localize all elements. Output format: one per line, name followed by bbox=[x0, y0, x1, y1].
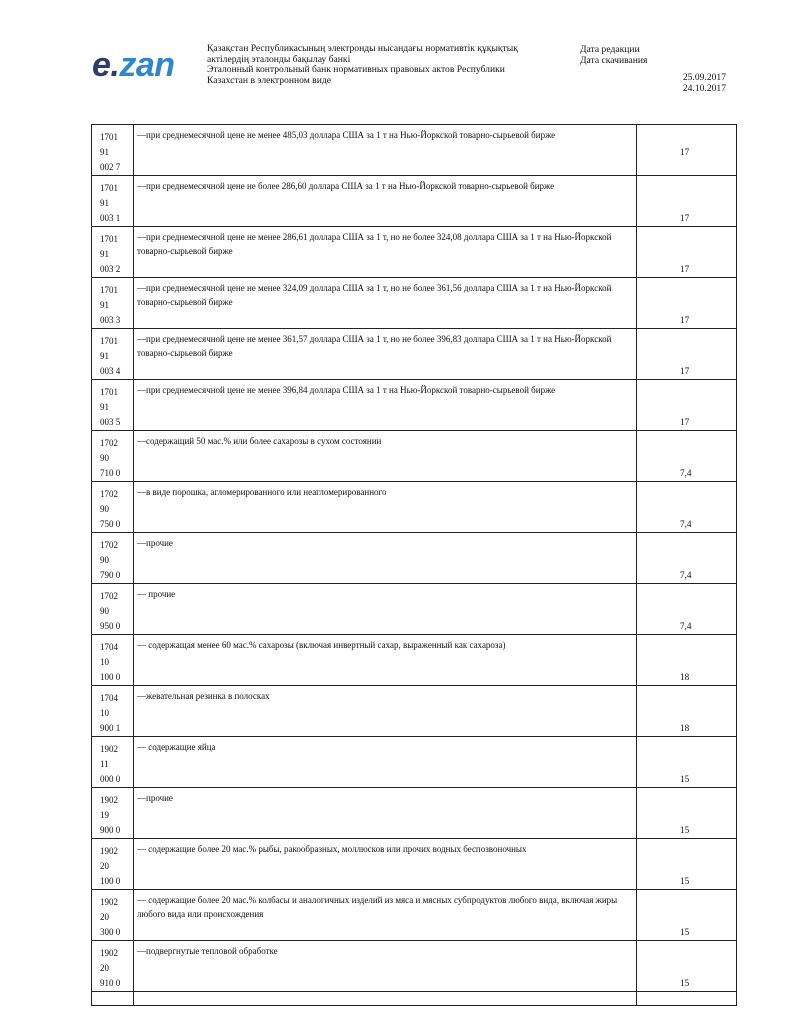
description-cell bbox=[134, 431, 637, 482]
code-cell bbox=[92, 533, 134, 584]
code-cell bbox=[92, 839, 134, 890]
duty-rate: 7,4 bbox=[680, 519, 692, 529]
description-cell bbox=[134, 329, 637, 380]
code-part: 1702 bbox=[100, 540, 118, 550]
table-row bbox=[92, 125, 737, 176]
tnved-code bbox=[92, 380, 133, 430]
code-part: 1701 bbox=[100, 132, 118, 142]
description-cell bbox=[134, 380, 637, 431]
code-part: 90 bbox=[100, 555, 109, 565]
duty-rate: 17 bbox=[680, 213, 690, 223]
table-row bbox=[92, 737, 737, 788]
goods-description: — содержащая менее 60 мас.% сахарозы (включая инвертный сахар, выраженный как сахароза) bbox=[137, 640, 506, 650]
label-download-date: Дата скачивания bbox=[580, 55, 648, 66]
goods-description: —при среднемесячной цене не менее 286,61 доллара США за 1 т, но не более 324,08 доллара США за 1 т на Нью-Йоркской товарно-сырьевой бирже bbox=[137, 232, 612, 256]
code-cell bbox=[92, 788, 134, 839]
code-part: 90 bbox=[100, 453, 109, 463]
code-part: 000 0 bbox=[100, 774, 121, 784]
duty-rate: 15 bbox=[680, 825, 690, 835]
code-part: 1701 bbox=[100, 336, 118, 346]
code-part: 1902 bbox=[100, 948, 118, 958]
tnved-code bbox=[92, 431, 133, 481]
goods-description: —в виде порошка, агломерированного или неагломерированного bbox=[137, 487, 387, 497]
goods-description: —подвергнутые тепловой обработке bbox=[137, 946, 278, 956]
duty-rate: 7,4 bbox=[680, 621, 692, 631]
rate-cell bbox=[637, 482, 737, 533]
code-part: 900 1 bbox=[100, 723, 121, 733]
description-cell bbox=[134, 941, 637, 992]
description-cell bbox=[134, 125, 637, 176]
tnved-code bbox=[92, 278, 133, 328]
tariff-table-body bbox=[92, 125, 737, 1006]
goods-description: —жевательная резинка в полосках bbox=[137, 691, 270, 701]
logo-part-zan: zan bbox=[119, 46, 175, 84]
code-part: 950 0 bbox=[100, 621, 121, 631]
code-part: 1701 bbox=[100, 234, 118, 244]
tnved-code bbox=[92, 227, 133, 277]
duty-rate: 7,4 bbox=[680, 468, 692, 478]
table-row bbox=[92, 227, 737, 278]
table-row bbox=[92, 788, 737, 839]
duty-rate: 15 bbox=[680, 774, 690, 784]
table-row bbox=[92, 380, 737, 431]
description-cell bbox=[134, 686, 637, 737]
header-date-values bbox=[660, 73, 726, 94]
goods-description: —при среднемесячной цене не менее 361,57 доллара США за 1 т, но не более 396,83 доллара США за 1 т на Нью-Йоркской товарно-сырьевой бирже bbox=[137, 334, 612, 358]
table-row bbox=[92, 176, 737, 227]
duty-rate: 18 bbox=[680, 723, 690, 733]
duty-rate: 18 bbox=[680, 672, 690, 682]
duty-rate: 17 bbox=[680, 147, 690, 157]
rate-cell bbox=[637, 839, 737, 890]
duty-rate: 15 bbox=[680, 876, 690, 886]
description-cell bbox=[134, 278, 637, 329]
code-cell bbox=[92, 431, 134, 482]
code-part: 1902 bbox=[100, 897, 118, 907]
goods-description: —прочие bbox=[137, 793, 173, 803]
rate-cell bbox=[637, 584, 737, 635]
goods-description: —при среднемесячной цене не менее 485,03 доллара США за 1 т на Нью-Йоркской товарно-сырьевой бирже bbox=[137, 130, 556, 140]
description-cell bbox=[134, 839, 637, 890]
rate-cell bbox=[637, 329, 737, 380]
rate-cell bbox=[637, 278, 737, 329]
empty-table-row bbox=[92, 992, 737, 1006]
code-cell bbox=[92, 125, 134, 176]
goods-description: —прочие bbox=[137, 538, 173, 548]
code-part: 1701 bbox=[100, 285, 118, 295]
code-cell bbox=[92, 278, 134, 329]
description-cell bbox=[134, 176, 637, 227]
code-part: 910 0 bbox=[100, 978, 121, 988]
code-cell bbox=[92, 176, 134, 227]
tnved-code bbox=[92, 176, 133, 226]
duty-rate: 17 bbox=[680, 315, 690, 325]
description-cell bbox=[134, 788, 637, 839]
code-part: 91 bbox=[100, 147, 109, 157]
code-part: 91 bbox=[100, 402, 109, 412]
empty-cell bbox=[637, 992, 737, 1006]
rate-cell bbox=[637, 941, 737, 992]
code-part: 003 5 bbox=[100, 417, 121, 427]
duty-rate: 15 bbox=[680, 927, 690, 937]
tnved-code bbox=[92, 329, 133, 379]
duty-rate: 15 bbox=[680, 978, 690, 988]
code-cell bbox=[92, 584, 134, 635]
table-row bbox=[92, 635, 737, 686]
code-part: 1702 bbox=[100, 489, 118, 499]
code-part: 1704 bbox=[100, 693, 118, 703]
code-cell bbox=[92, 686, 134, 737]
code-part: 003 1 bbox=[100, 213, 121, 223]
goods-description: — содержащие яйца bbox=[137, 742, 216, 752]
code-part: 1701 bbox=[100, 183, 118, 193]
tnved-code bbox=[92, 482, 133, 532]
code-part: 1702 bbox=[100, 438, 118, 448]
goods-description: —при среднемесячной цене не менее 396,84 доллара США за 1 т на Нью-Йоркской товарно-сырьевой бирже bbox=[137, 385, 556, 395]
duty-rate: 17 bbox=[680, 366, 690, 376]
description-cell bbox=[134, 533, 637, 584]
empty-cell bbox=[134, 992, 637, 1006]
tnved-code bbox=[92, 635, 133, 685]
code-cell bbox=[92, 380, 134, 431]
rate-cell bbox=[637, 788, 737, 839]
code-part: 003 4 bbox=[100, 366, 121, 376]
rate-cell bbox=[637, 635, 737, 686]
code-part: 10 bbox=[100, 657, 109, 667]
tnved-code bbox=[92, 125, 133, 175]
code-part: 003 2 bbox=[100, 264, 121, 274]
code-part: 91 bbox=[100, 249, 109, 259]
code-part: 100 0 bbox=[100, 876, 121, 886]
header-line: Эталонный контрольный банк нормативных правовых актов Республики bbox=[207, 64, 505, 75]
code-part: 300 0 bbox=[100, 927, 121, 937]
code-cell bbox=[92, 941, 134, 992]
code-part: 91 bbox=[100, 351, 109, 361]
code-part: 790 0 bbox=[100, 570, 121, 580]
tnved-code bbox=[92, 839, 133, 889]
empty-cell bbox=[92, 992, 134, 1006]
goods-description: — содержащие более 20 мас.% колбасы и аналогичных изделий из мяса и мясных субпродуктов любого вида, включая жиры любого вида или происхождения bbox=[137, 895, 618, 919]
description-cell bbox=[134, 227, 637, 278]
table-row bbox=[92, 482, 737, 533]
code-part: 20 bbox=[100, 912, 109, 922]
tnved-code bbox=[92, 686, 133, 736]
code-cell bbox=[92, 482, 134, 533]
code-part: 20 bbox=[100, 963, 109, 973]
code-part: 19 bbox=[100, 810, 109, 820]
duty-rate: 7,4 bbox=[680, 570, 692, 580]
description-cell bbox=[134, 482, 637, 533]
code-part: 003 3 bbox=[100, 315, 121, 325]
rate-cell bbox=[637, 380, 737, 431]
code-part: 900 0 bbox=[100, 825, 121, 835]
duty-rate: 17 bbox=[680, 417, 690, 427]
goods-description: — прочие bbox=[137, 589, 176, 599]
description-cell bbox=[134, 737, 637, 788]
description-cell bbox=[134, 635, 637, 686]
code-part: 002 7 bbox=[100, 162, 121, 172]
code-part: 90 bbox=[100, 606, 109, 616]
tnved-code bbox=[92, 584, 133, 634]
header-line: актілердің эталонды бақылау банкі bbox=[207, 53, 351, 65]
rate-cell bbox=[637, 737, 737, 788]
ezan-logo bbox=[92, 46, 175, 85]
goods-description: —содержащий 50 мас.% или более сахарозы в сухом состоянии bbox=[137, 436, 382, 446]
code-part: 91 bbox=[100, 300, 109, 310]
table-row bbox=[92, 533, 737, 584]
code-cell bbox=[92, 329, 134, 380]
header-line: Қазақстан Республикасының электронды нысандағы нормативтік құқықтық bbox=[207, 43, 518, 54]
code-part: 20 bbox=[100, 861, 109, 871]
rate-cell bbox=[637, 227, 737, 278]
code-cell bbox=[92, 227, 134, 278]
table-row bbox=[92, 329, 737, 380]
tariff-table bbox=[91, 124, 737, 1006]
revision-date: 25.09.2017 bbox=[682, 72, 726, 83]
goods-description: — содержащие более 20 мас.% рыбы, ракообразных, моллюсков или прочих водных беспозвоночных bbox=[137, 844, 527, 854]
rate-cell bbox=[637, 890, 737, 941]
table-row bbox=[92, 278, 737, 329]
header-description bbox=[207, 44, 552, 86]
table-row bbox=[92, 431, 737, 482]
code-part: 1902 bbox=[100, 795, 118, 805]
table-row bbox=[92, 839, 737, 890]
rate-cell bbox=[637, 686, 737, 737]
duty-rate: 17 bbox=[680, 264, 690, 274]
code-part: 1902 bbox=[100, 744, 118, 754]
code-cell bbox=[92, 890, 134, 941]
table-row bbox=[92, 890, 737, 941]
goods-description: —при среднемесячной цене не менее 324,09 доллара США за 1 т, но не более 361,56 доллара США за 1 т на Нью-Йоркской товарно-сырьевой бирже bbox=[137, 283, 612, 307]
download-date: 24.10.2017 bbox=[682, 82, 726, 94]
table-row bbox=[92, 941, 737, 992]
code-part: 1902 bbox=[100, 846, 118, 856]
table-row bbox=[92, 686, 737, 737]
rate-cell bbox=[637, 125, 737, 176]
description-cell bbox=[134, 584, 637, 635]
code-part: 90 bbox=[100, 504, 109, 514]
code-part: 1702 bbox=[100, 591, 118, 601]
code-part: 11 bbox=[100, 759, 109, 769]
code-part: 100 0 bbox=[100, 672, 121, 682]
tnved-code bbox=[92, 533, 133, 583]
rate-cell bbox=[637, 176, 737, 227]
code-part: 1704 bbox=[100, 642, 118, 652]
table-row bbox=[92, 584, 737, 635]
code-part: 91 bbox=[100, 198, 109, 208]
code-part: 1701 bbox=[100, 387, 118, 397]
tnved-code bbox=[92, 890, 133, 940]
header-line: Казахстан в электронном виде bbox=[207, 74, 331, 86]
code-cell bbox=[92, 635, 134, 686]
tnved-code bbox=[92, 737, 133, 787]
label-revision-date: Дата редакции bbox=[580, 44, 640, 55]
code-part: 10 bbox=[100, 708, 109, 718]
code-part: 710 0 bbox=[100, 468, 121, 478]
description-cell bbox=[134, 890, 637, 941]
rate-cell bbox=[637, 431, 737, 482]
tnved-code bbox=[92, 941, 133, 991]
logo-part-e: e. bbox=[92, 46, 120, 84]
code-cell bbox=[92, 737, 134, 788]
code-part: 750 0 bbox=[100, 519, 121, 529]
header-date-labels bbox=[580, 44, 647, 66]
goods-description: —при среднемесячной цене не более 286,60 доллара США за 1 т на Нью-Йоркской товарно-сырьевой бирже bbox=[137, 181, 555, 191]
rate-cell bbox=[637, 533, 737, 584]
tnved-code bbox=[92, 788, 133, 838]
